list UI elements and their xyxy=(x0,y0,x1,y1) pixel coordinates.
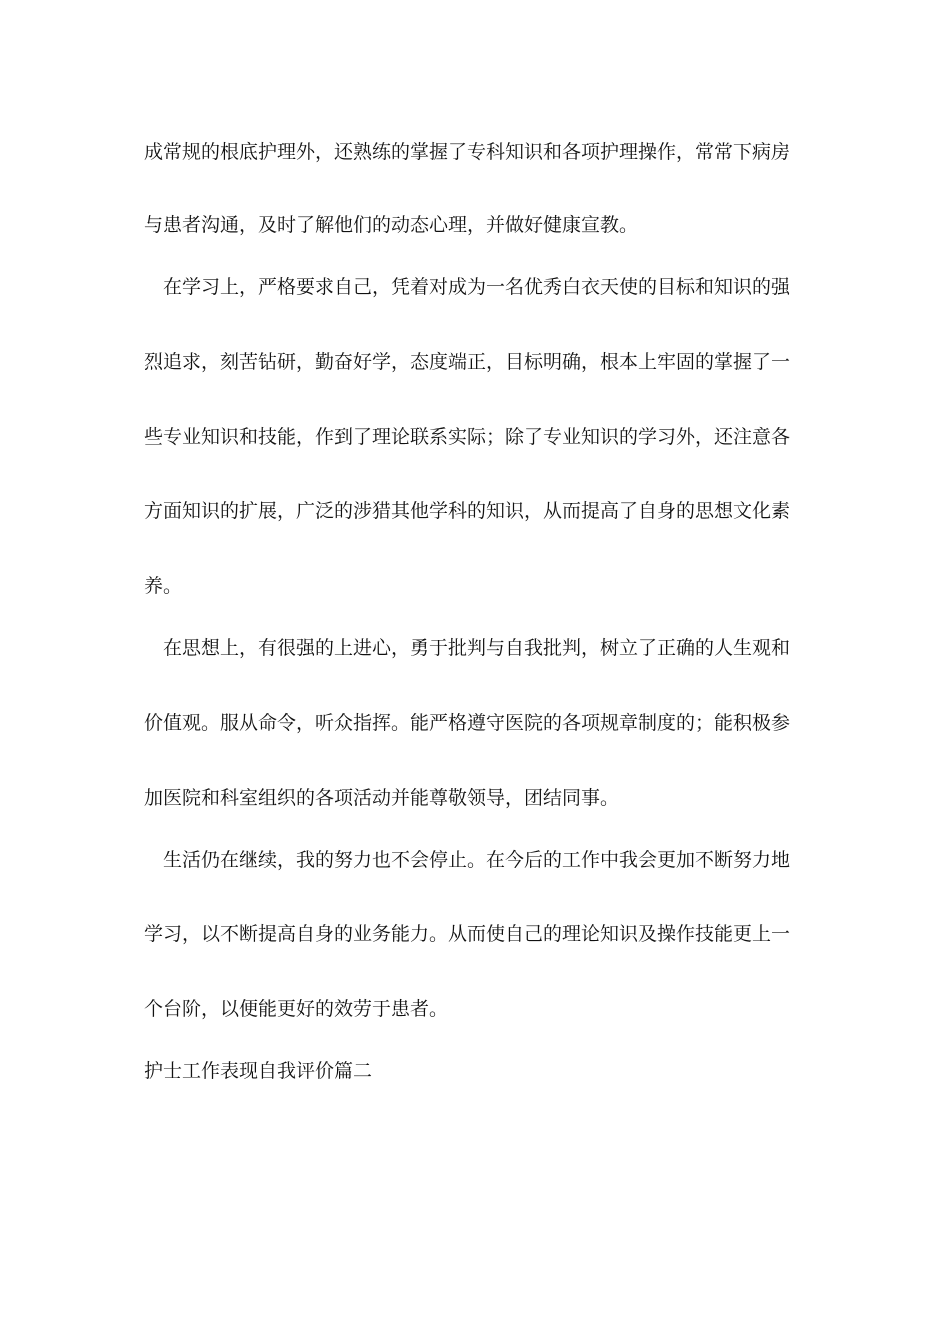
paragraph-line: 个台阶，以便能更好的效劳于患者。 xyxy=(144,998,449,1020)
paragraph-line: 生活仍在继续，我的努力也不会停止。在今后的工作中我会更加不断努力地 xyxy=(163,849,791,871)
paragraph-line: 加医院和科室组织的各项活动并能尊敬领导，团结同事。 xyxy=(144,787,620,809)
section-heading: 护士工作表现自我评价篇二 xyxy=(144,1060,373,1082)
paragraph-line: 在思想上，有很强的上进心，勇于批判与自我批判，树立了正确的人生观和 xyxy=(163,637,791,659)
paragraph-line: 价值观。服从命令，听众指挥。能严格遵守医院的各项规章制度的；能积极参 xyxy=(144,712,791,734)
paragraph-line: 方面知识的扩展，广泛的涉猎其他学科的知识，从而提高了自身的思想文化素 xyxy=(144,500,791,522)
paragraph-line: 学习，以不断提高自身的业务能力。从而使自己的理论知识及操作技能更上一 xyxy=(144,923,791,945)
paragraph-line: 成常规的根底护理外，还熟练的掌握了专科知识和各项护理操作，常常下病房 xyxy=(144,141,791,163)
paragraph-line: 与患者沟通，及时了解他们的动态心理，并做好健康宣教。 xyxy=(144,214,639,236)
paragraph-line: 烈追求，刻苦钻研，勤奋好学，态度端正，目标明确，根本上牢固的掌握了一 xyxy=(144,351,791,373)
paragraph-line: 养。 xyxy=(144,575,183,597)
paragraph-line: 些专业知识和技能，作到了理论联系实际；除了专业知识的学习外，还注意各 xyxy=(144,426,791,448)
paragraph-line: 在学习上，严格要求自己，凭着对成为一名优秀白衣天使的目标和知识的强 xyxy=(163,276,791,298)
